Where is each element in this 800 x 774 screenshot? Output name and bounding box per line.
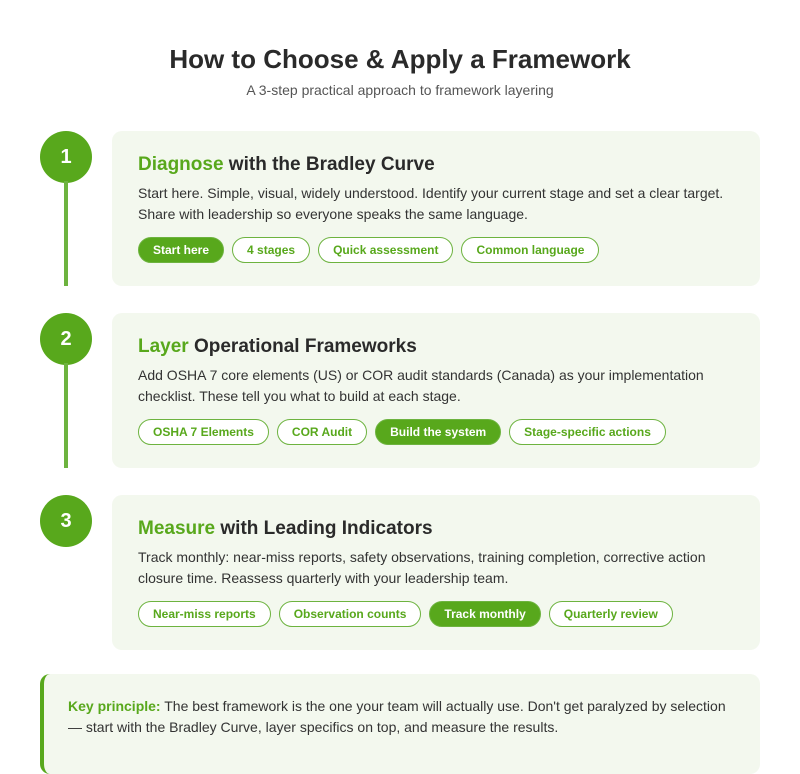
step-title-highlight: Measure — [138, 518, 216, 539]
tag: Quarterly review — [549, 601, 673, 627]
step-title-rest: Operational Frameworks — [188, 336, 417, 357]
tag: Build the system — [375, 419, 501, 445]
step-card — [112, 131, 760, 286]
tag: COR Audit — [277, 419, 367, 445]
key-principle-text: The best framework is the one your team will actually use. Don't get paralyzed by selection — start with the Bradley Curve, layer specifics on top, and measure the results. — [68, 698, 726, 735]
step-3 — [0, 495, 800, 677]
step-title — [138, 518, 734, 540]
tag: Track monthly — [429, 601, 540, 627]
tag: Start here — [138, 237, 224, 263]
step-2 — [0, 313, 800, 495]
step-title-highlight: Layer — [138, 336, 189, 357]
tag-list — [138, 419, 734, 445]
tag-list — [138, 601, 734, 627]
step-number-badge: 3 — [40, 495, 92, 547]
step-description: Start here. Simple, visual, widely understood. Identify your current stage and set a clear target. Share with leadership so everyone speaks the same language. — [138, 185, 724, 222]
step-title-rest: with the Bradley Curve — [223, 154, 435, 175]
step-description: Add OSHA 7 core elements (US) or COR audit standards (Canada) as your implementation checklist. These tell you what to build at each stage. — [138, 367, 704, 404]
tag: Stage-specific actions — [509, 419, 666, 445]
timeline-connector — [64, 181, 68, 286]
key-principle-label: Key principle: — [68, 698, 161, 714]
timeline-connector — [64, 363, 68, 468]
step-number-badge: 2 — [40, 313, 92, 365]
step-1 — [0, 131, 800, 313]
step-title — [138, 154, 734, 176]
page-subtitle: A 3-step practical approach to framework layering — [246, 82, 554, 98]
tag: OSHA 7 Elements — [138, 419, 269, 445]
tag-list — [138, 237, 734, 263]
tag: Common language — [461, 237, 599, 263]
key-principle-callout — [40, 674, 760, 774]
step-card — [112, 495, 760, 650]
step-card — [112, 313, 760, 468]
step-number-badge: 1 — [40, 131, 92, 183]
page-title: How to Choose & Apply a Framework — [169, 44, 631, 74]
step-description: Track monthly: near-miss reports, safety observations, training completion, corrective action closure time. Reassess quarterly with your leadership team. — [138, 549, 706, 586]
tag: Observation counts — [279, 601, 422, 627]
tag: Near-miss reports — [138, 601, 271, 627]
step-title-rest: with Leading Indicators — [215, 518, 433, 539]
tag: Quick assessment — [318, 237, 453, 263]
step-title — [138, 336, 734, 358]
step-title-highlight: Diagnose — [138, 154, 224, 175]
tag: 4 stages — [232, 237, 310, 263]
